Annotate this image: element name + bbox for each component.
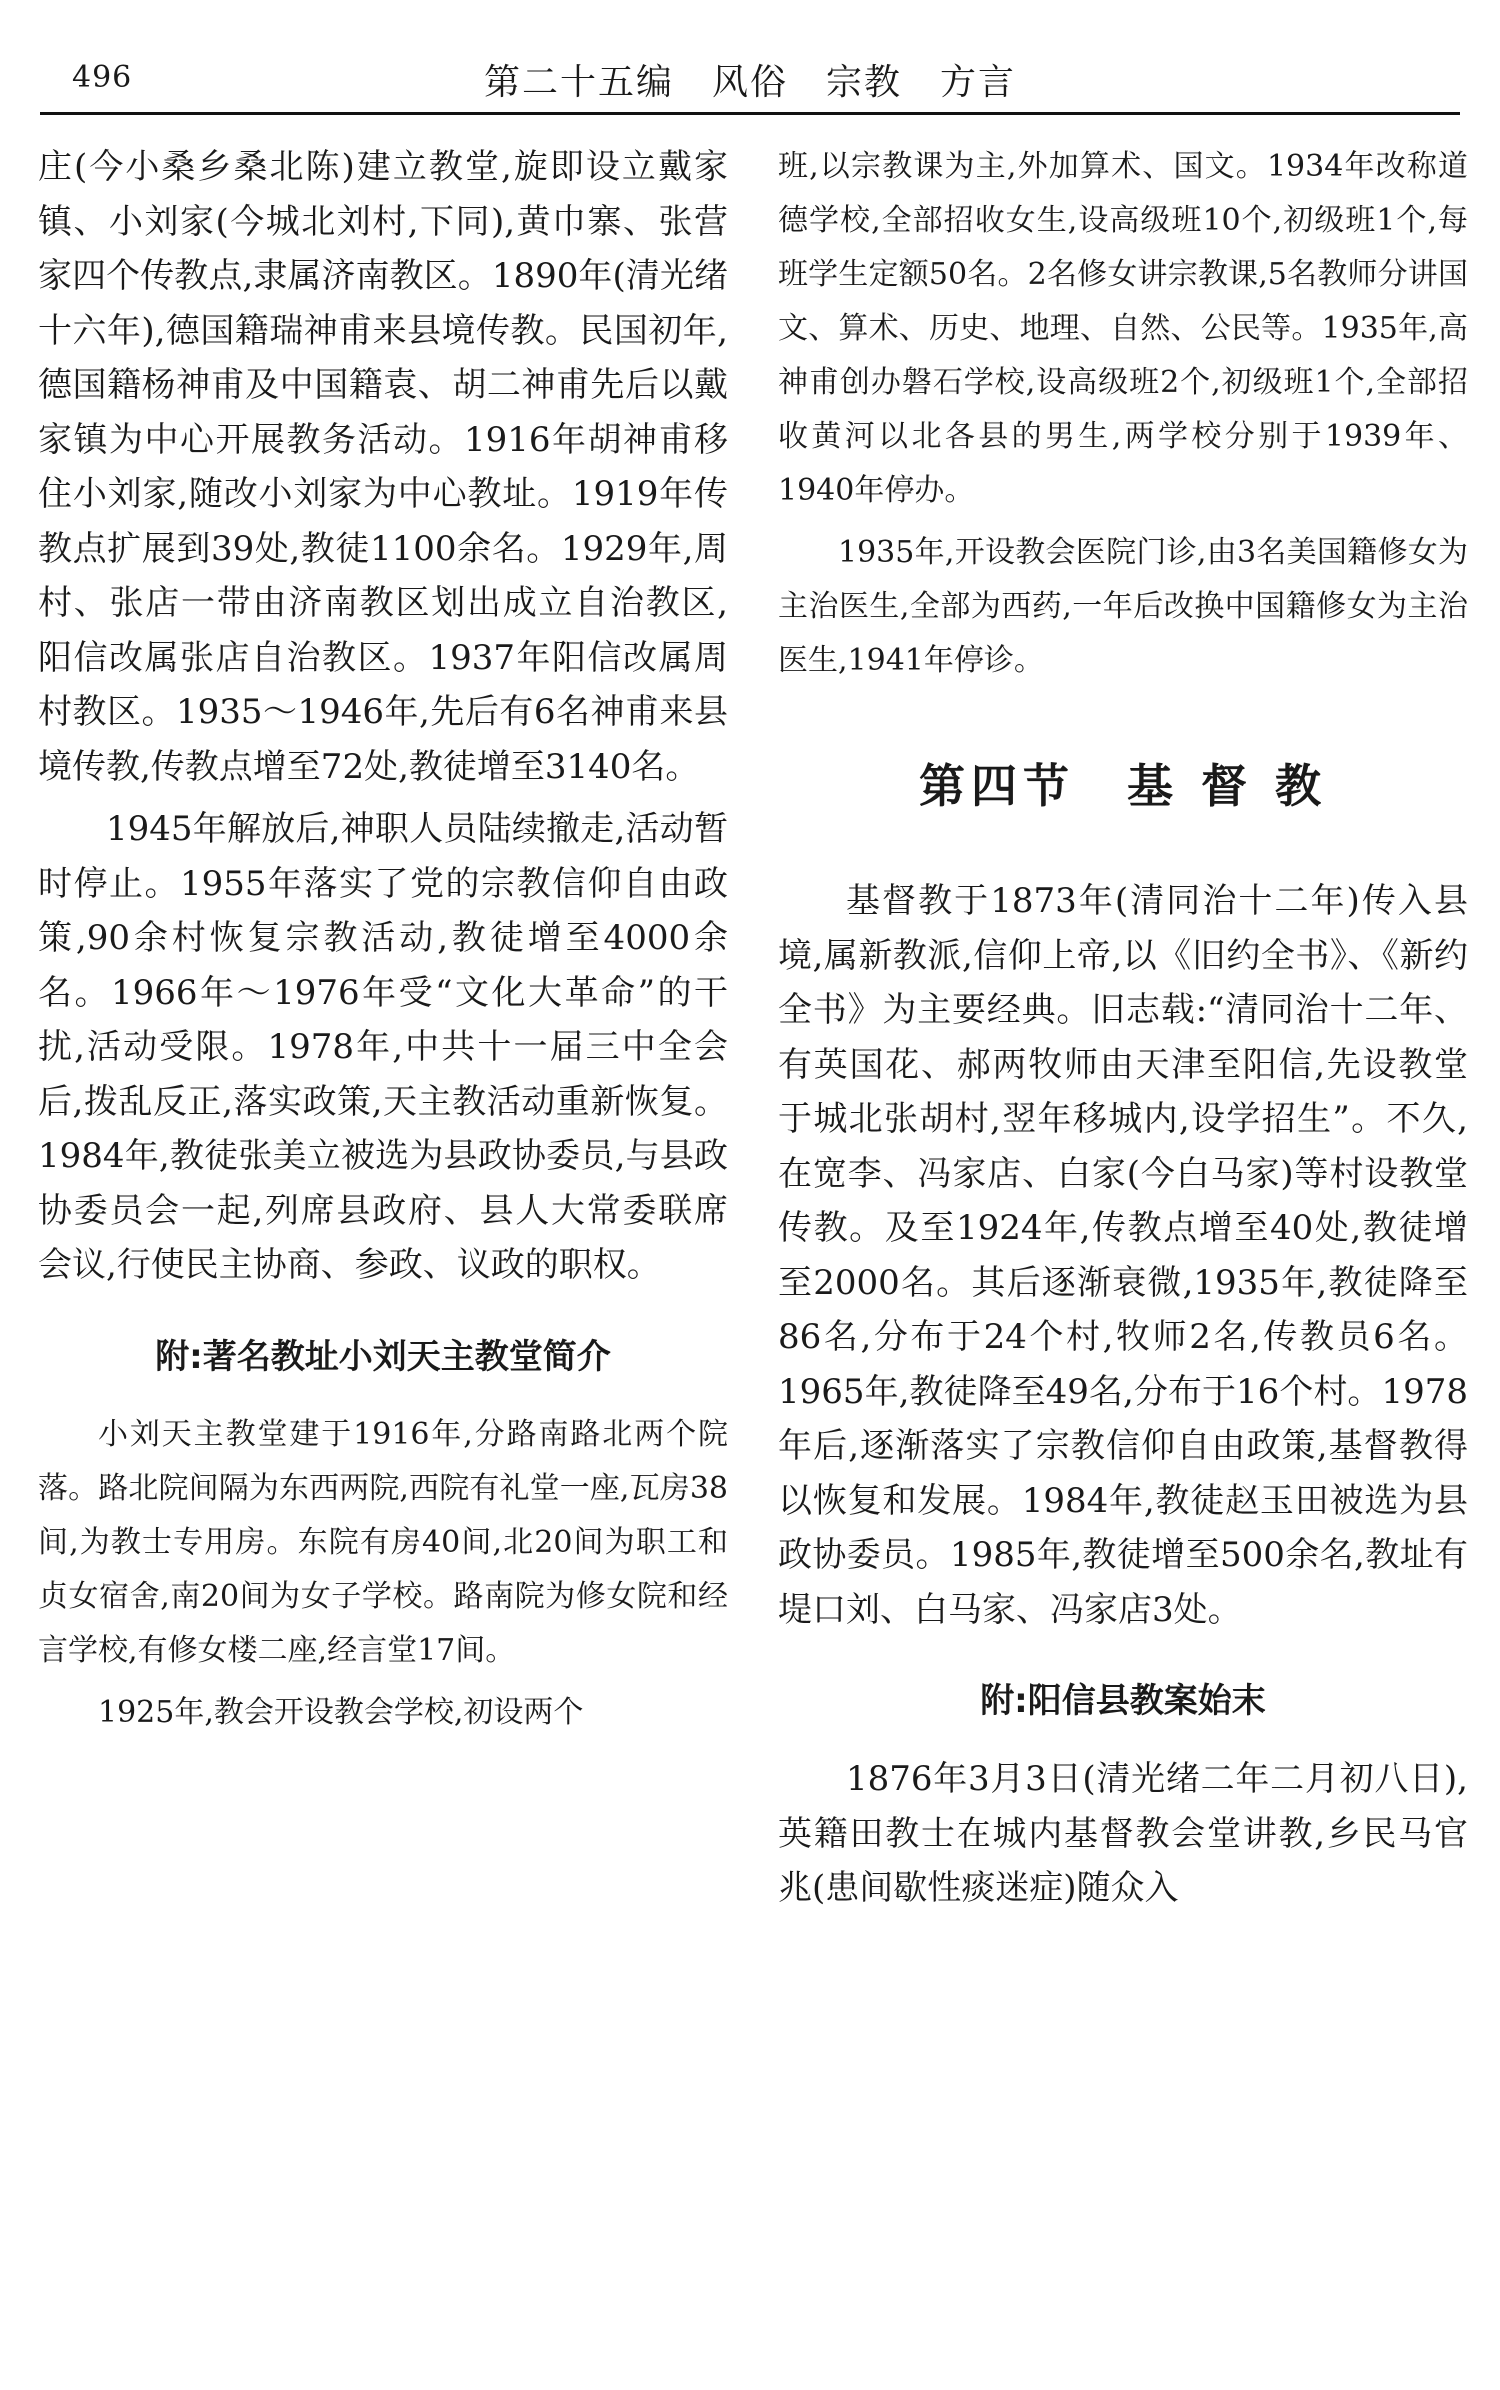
section-title: 第四节 基 督 教 (918, 759, 1328, 813)
appendix-title-case: 附:阳信县教案始末 (980, 1681, 1266, 1721)
page-number: 496 (72, 60, 133, 95)
left-paragraph-4: 1925年,教会开设教会学校,初设两个 (98, 1694, 584, 1730)
right-paragraph-3: 基督教于1873年(清同治十二年)传入县境,属新教派,信仰上帝,以《旧约全书》、《新约全书》为主要经典。旧志载:“清同治十二年、有英国花、郝两牧师由天津至阳信,先设教堂于城北张胡村,翌年移城内,设学招生”。不久,在宽李、冯家店、白家(今白马家)等村设教堂传教。及至1924年,传教点增至40处,教徒增至2000名。其后逐渐衰微,1935年,教徒降至86名,分布于24个村,牧师2名,传教员6名。1965年,教徒降至49名,分布于16个村。1978年后,逐渐落实了宗教信仰自由政策,基督教得以恢复和发展。1984年,教徒赵玉田被选为县政协委员。1985年,教徒增至500余名,教址有堤口刘、白马家、冯家店3处。 (778, 881, 1468, 1630)
right-paragraph-2: 1935年,开设教会医院门诊,由3名美国籍修女为主治医生,全部为西药,一年后改换中国籍修女为主治医生,1941年停诊。 (778, 535, 1468, 678)
running-title: 第二十五编 风俗 宗教 方言 (483, 62, 1016, 103)
right-paragraph-1: 班,以宗教课为主,外加算术、国文。1934年改称道德学校,全部招收女生,设高级班10个,初级班1个,每班学生定额50名。2名修女讲宗教课,5名教师分讲国文、算术、历史、地理、自然、公民等。1935年,高神甫创办磐石学校,设高级班2个,初级班1个,全部招收黄河以北各县的男生,两学校分别于1939年、1940年停办。 (778, 149, 1468, 508)
right-column (778, 140, 1468, 1924)
page-header (40, 52, 1460, 115)
left-paragraph-2: 1945年解放后,神职人员陆续撤走,活动暂时停止。1955年落实了党的宗教信仰自由政策,90余村恢复宗教活动,教徒增至4000余名。1966年～1976年受“文化大革命”的干扰,活动受限。1978年,中共十一届三中全会后,拨乱反正,落实政策,天主教活动重新恢复。1984年,教徒张美立被选为县政协委员,与县政协委员会一起,列席县政府、县人大常委联席会议,行使民主协商、参政、议政的职权。 (38, 809, 728, 1285)
left-column (38, 140, 728, 1748)
right-paragraph-4: 1876年3月3日(清光绪二年二月初八日),英籍田教士在城内基督教会堂讲教,乡民马官兆(患间歇性痰迷症)随众入 (778, 1759, 1468, 1908)
left-paragraph-1: 庄(今小桑乡桑北陈)建立教堂,旋即设立戴家镇、小刘家(今城北刘村,下同),黄巾寨、张营家四个传教点,隶属济南教区。1890年(清光绪十六年),德国籍瑞神甫来县境传教。民国初年,德国籍杨神甫及中国籍袁、胡二神甫先后以戴家镇为中心开展教务活动。1916年胡神甫移住小刘家,随改小刘家为中心教址。1919年传教点扩展到39处,教徒1100余名。1929年,周村、张店一带由济南教区划出成立自治教区,阳信改属张店自治教区。1937年阳信改属周村教区。1935～1946年,先后有6名神甫来县境传教,传教点增至72处,教徒增至3140名。 (38, 147, 728, 787)
left-paragraph-3: 小刘天主教堂建于1916年,分路南路北两个院落。路北院间隔为东西两院,西院有礼堂一座,瓦房38间,为教士专用房。东院有房40间,北20间为职工和贞女宿舍,南20间为女子学校。路南院为修女院和经言学校,有修女楼二座,经言堂17间。 (38, 1416, 728, 1668)
appendix-title-church: 附:著名教址小刘天主教堂简介 (155, 1336, 611, 1377)
